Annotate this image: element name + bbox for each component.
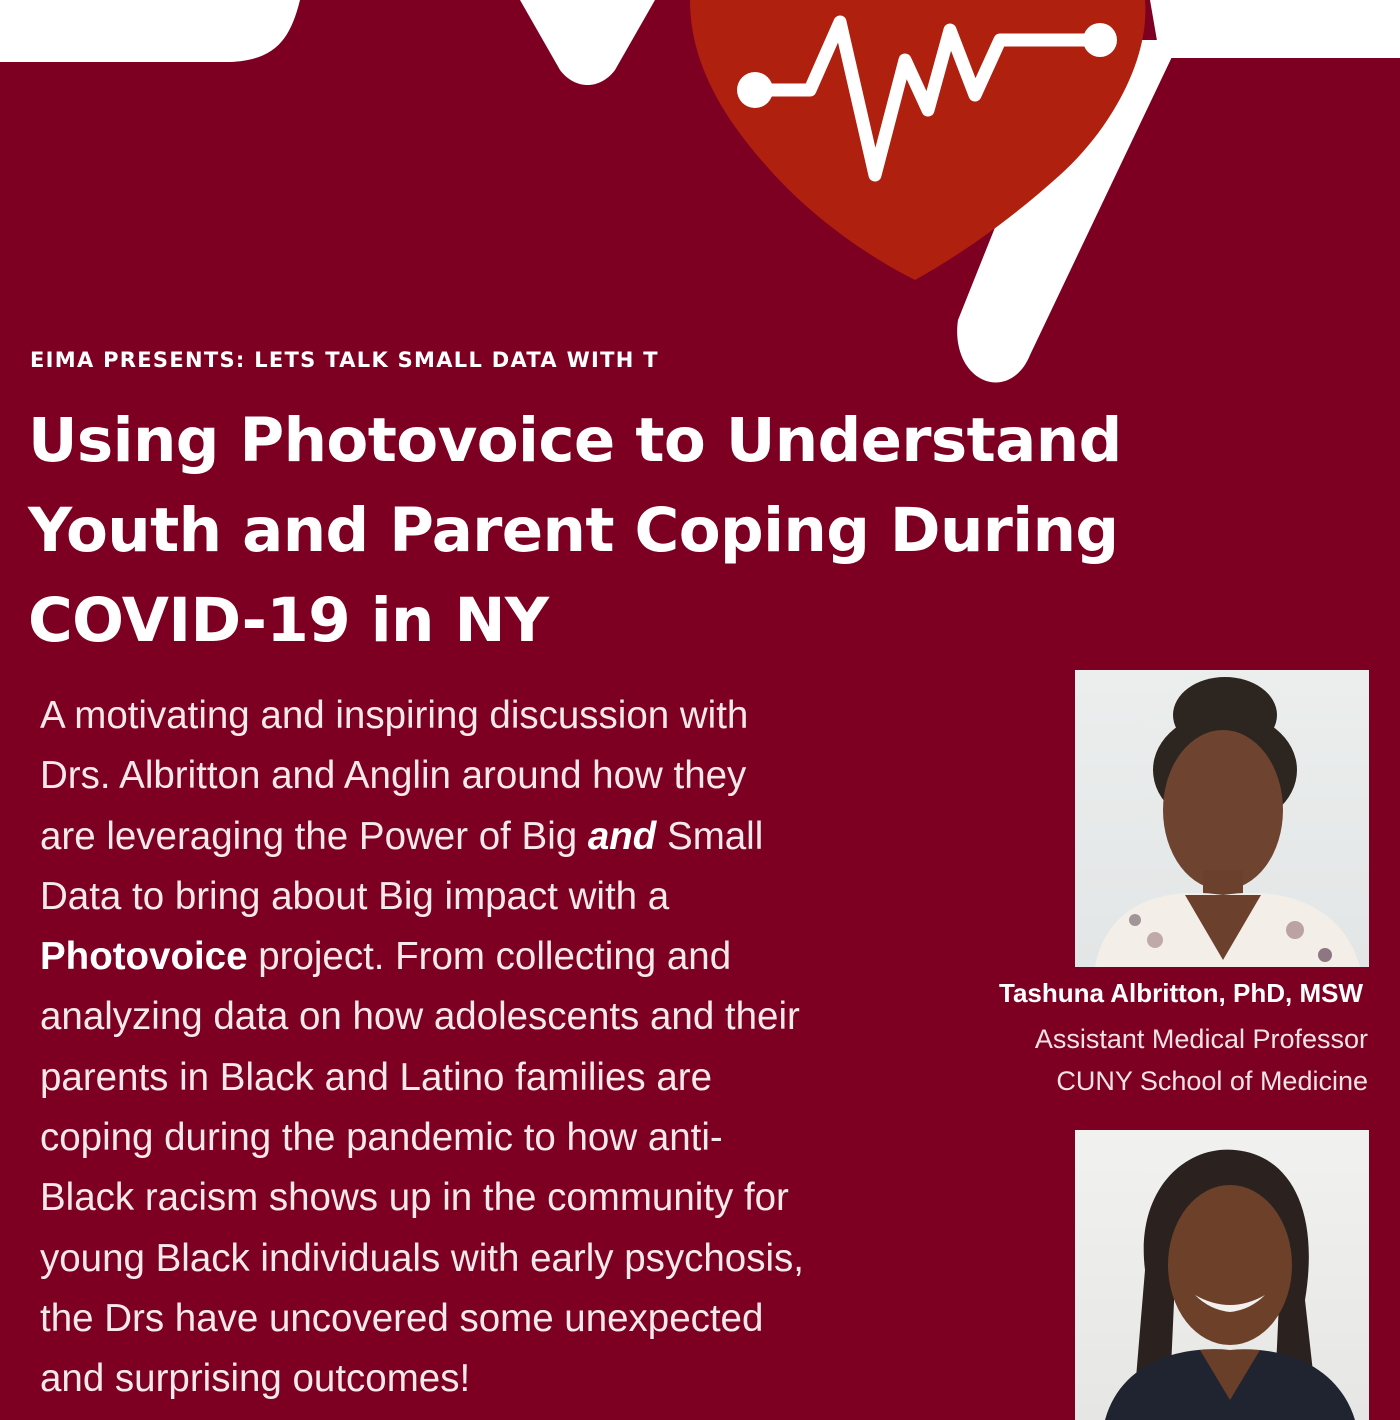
heartbeat-header-graphic xyxy=(0,0,1400,400)
description-line: Data to bring about Big impact with a xyxy=(40,874,670,918)
ecg-line-icon xyxy=(0,0,300,62)
description-line: and surprising outcomes! xyxy=(40,1357,471,1401)
event-title xyxy=(28,396,1328,666)
series-eyebrow: EIMA PRESENTS: LETS TALK SMALL DATA WITH T xyxy=(30,348,659,372)
title-line: Youth and Parent Coping During xyxy=(28,495,1119,566)
emphasis-and: and xyxy=(587,814,657,858)
description-line: are leveraging the Power of Big and Small xyxy=(40,814,764,858)
description-line: Photovoice project. From collecting and xyxy=(40,935,732,979)
speaker-affiliation: CUNY School of Medicine xyxy=(1056,1066,1368,1096)
description-line: Drs. Albritton and Anglin around how they xyxy=(40,754,747,798)
description-line: analyzing data on how adolescents and their xyxy=(40,995,800,1039)
description-line: coping during the pandemic to how anti- xyxy=(40,1116,723,1160)
title-line: Using Photovoice to Understand xyxy=(28,405,1122,476)
speaker-details xyxy=(1035,1018,1368,1102)
description-line: parents in Black and Latino families are xyxy=(40,1055,712,1099)
speaker-photo-anglin xyxy=(1075,1130,1369,1420)
emphasis-photovoice: Photovoice xyxy=(40,935,248,979)
ecg-line-icon xyxy=(1150,0,1400,58)
speaker-title: Assistant Medical Professor xyxy=(1034,1024,1368,1054)
description-line: the Drs have uncovered some unexpected xyxy=(40,1296,764,1340)
description-line: young Black individuals with early psychosis, xyxy=(40,1236,804,1280)
ecg-line-icon xyxy=(520,0,655,85)
description-line: A motivating and inspiring discussion with xyxy=(40,694,749,737)
title-line: COVID-19 in NY xyxy=(28,585,549,656)
speaker-name: Tashuna Albritton, PhD, MSW xyxy=(999,978,1363,1008)
event-description xyxy=(40,686,940,1410)
speaker-photo-albritton xyxy=(1075,670,1369,967)
description-line: Black racism shows up in the community for xyxy=(40,1176,789,1220)
